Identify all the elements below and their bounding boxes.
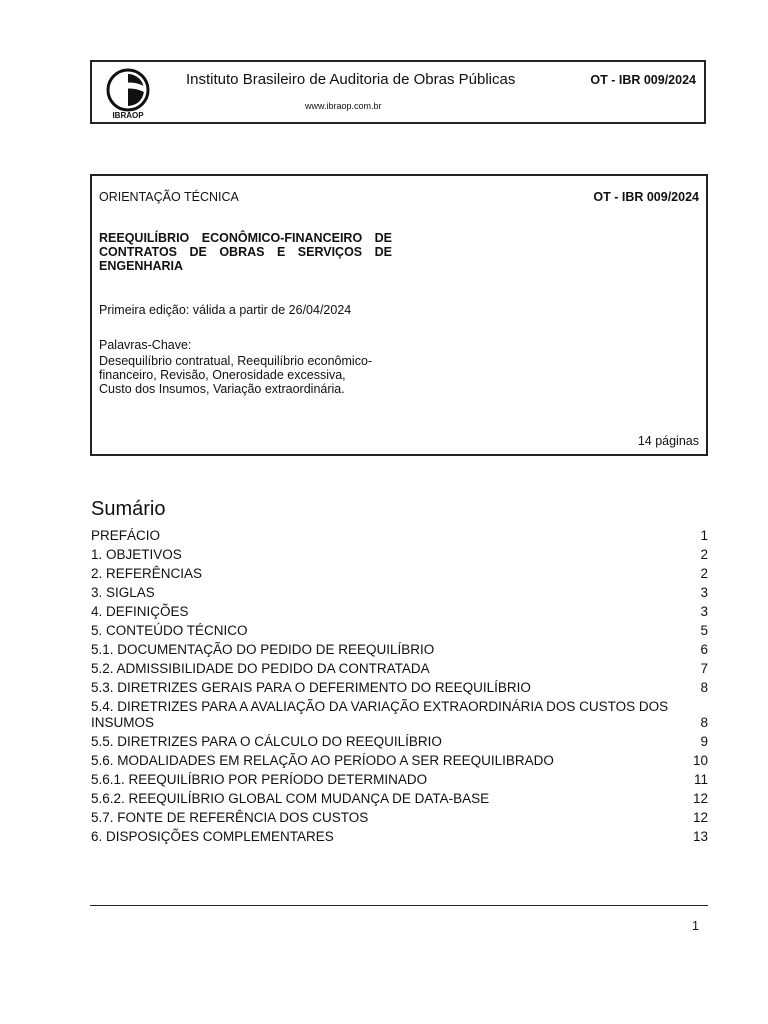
toc-item-page: 11 [693,772,708,787]
toc-item-label: 4. DEFINIÇÕES [91,604,189,619]
info-doc-code: OT - IBR 009/2024 [593,190,699,204]
toc-item-label: 1. OBJETIVOS [91,547,182,562]
toc-item[interactable] [91,807,708,826]
toc-item-page: 7 [700,661,708,676]
website-link[interactable]: www.ibraop.com.br [305,101,382,111]
toc-item-label: 3. SIGLAS [91,585,155,600]
toc-item-label: 5. CONTEÚDO TÉCNICO [91,623,248,638]
toc-item-label: 6. DISPOSIÇÕES COMPLEMENTARES [91,829,334,844]
toc-item-page: 2 [700,566,708,581]
document-title: REEQUILÍBRIO ECONÔMICO-FINANCEIRO DE CONTRATOS DE OBRAS E SERVIÇOS DE ENGENHARIA [99,231,392,273]
toc-item-page: 12 [692,810,708,825]
toc-item-page: 8 [700,680,708,695]
toc-item[interactable] [91,525,708,544]
toc-item-page: 3 [700,604,708,619]
ibraop-logo [98,68,158,120]
toc-item[interactable] [91,563,708,582]
footer-page-number: 1 [692,919,699,933]
toc-item-page: 10 [692,753,708,768]
toc-item-page: 6 [700,642,708,657]
toc-item-page: 1 [700,528,708,543]
toc-item-label: PREFÁCIO [91,528,161,543]
toc-item[interactable] [91,750,708,769]
toc-item-label: 5.5. DIRETRIZES PARA O CÁLCULO DO REEQUILÍBRIO [91,734,442,749]
toc-item[interactable] [91,677,708,696]
toc-item[interactable] [91,658,708,677]
toc-item[interactable] [91,582,708,601]
toc-item-label: 5.3. DIRETRIZES GERAIS PARA O DEFERIMENTO DO REEQUILÍBRIO [91,680,531,695]
toc-item-label: 5.6. MODALIDADES EM RELAÇÃO AO PERÍODO A SER REEQUILIBRADO [91,753,554,768]
edition-info: Primeira edição: válida a partir de 26/04/2024 [99,303,352,317]
toc-item[interactable] [91,696,708,731]
toc-item-page: 8 [700,715,708,730]
toc-item[interactable] [91,788,708,807]
toc-item[interactable] [91,769,708,788]
toc-item-page: 12 [692,791,708,806]
toc-item-page: 5 [700,623,708,638]
page-count: 14 páginas [637,434,699,448]
institute-name: Instituto Brasileiro de Auditoria de Obras Públicas [186,71,516,88]
toc-item-label: 5.7. FONTE DE REFERÊNCIA DOS CUSTOS [91,810,369,825]
toc-item[interactable] [91,826,708,845]
toc-item-page: 9 [700,734,708,749]
toc-item-page: 13 [692,829,708,844]
toc-item-page: 2 [700,547,708,562]
toc-item-page: 3 [700,585,708,600]
document-info-box [90,174,708,456]
document-type: ORIENTAÇÃO TÉCNICA [99,190,239,204]
footer-divider [90,905,708,906]
toc-item-label: 5.4. DIRETRIZES PARA A AVALIAÇÃO DA VARIAÇÃO EXTRAORDINÁRIA DOS CUSTOS DOS INSUMOS [91,699,669,730]
summary-title: Sumário [91,498,166,520]
toc-item[interactable] [91,620,708,639]
document-header [90,60,706,124]
keywords-label: Palavras-Chave: [99,338,192,352]
toc-item-label: 5.6.1. REEQUILÍBRIO POR PERÍODO DETERMINADO [91,772,428,787]
toc-item-label: 5.1. DOCUMENTAÇÃO DO PEDIDO DE REEQUILÍBRIO [91,642,435,657]
toc-item[interactable] [91,601,708,620]
toc-item-label: 5.6.2. REEQUILÍBRIO GLOBAL COM MUDANÇA DE DATA-BASE [91,791,490,806]
keywords-text: Desequilíbrio contratual, Reequilíbrio econômico-financeiro, Revisão, Onerosidade excessiva, Custo dos Insumos, Variação extraordinária. [99,354,373,396]
toc-item[interactable] [91,544,708,563]
toc-item[interactable] [91,731,708,750]
header-doc-code: OT - IBR 009/2024 [590,73,696,87]
toc-item[interactable] [91,639,708,658]
toc-item-label: 5.2. ADMISSIBILIDADE DO PEDIDO DA CONTRATADA [91,661,430,676]
toc-item-label: 2. REFERÊNCIAS [91,566,203,581]
svg-text:IBRAOP: IBRAOP [112,111,144,120]
table-of-contents [91,525,708,845]
